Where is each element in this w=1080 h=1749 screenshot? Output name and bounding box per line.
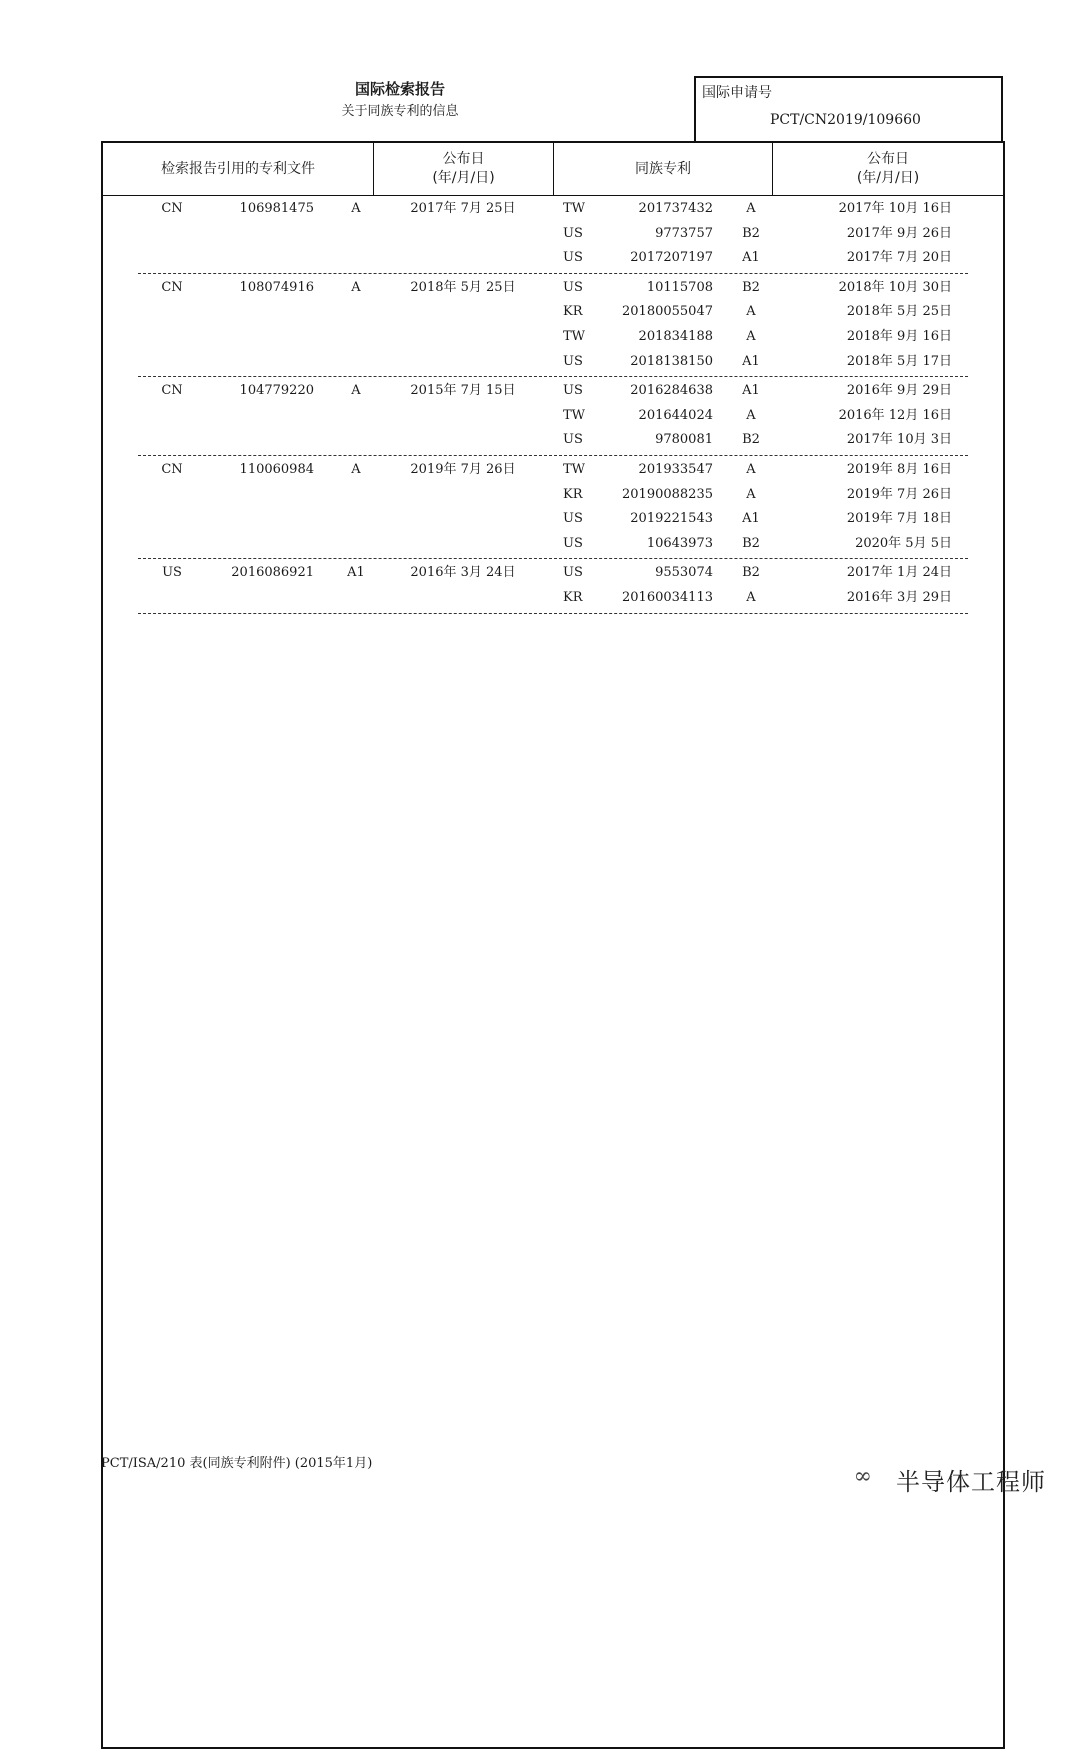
family-number: 9773757 (655, 225, 713, 241)
family-pubdate: 2020年 5月 5日 (855, 535, 952, 551)
family-kind: A (746, 590, 756, 605)
column-header-family-pubdate-line2: (年/月/日) (856, 170, 920, 186)
column-header-family: 同族专利 (635, 161, 691, 177)
cited-number: 110060984 (239, 462, 314, 477)
report-subtitle: 关于同族专利的信息 (341, 104, 459, 119)
group-separator (138, 558, 968, 559)
family-country: US (563, 383, 583, 399)
group-separator (138, 455, 968, 456)
family-kind: A (746, 304, 756, 320)
family-pubdate: 2018年 5月 25日 (846, 304, 952, 320)
family-pubdate: 2016年 12月 16日 (838, 407, 952, 423)
family-country: KR (563, 590, 583, 605)
family-number: 20190088235 (622, 486, 713, 502)
family-number: 201933547 (638, 462, 713, 477)
cited-number: 2016086921 (231, 565, 314, 581)
family-number: 20180055047 (622, 304, 713, 320)
application-number: PCT/CN2019/109660 (770, 112, 921, 128)
family-kind: A1 (742, 383, 760, 399)
family-kind: A1 (742, 511, 760, 527)
cited-pubdate: 2017年 7月 25日 (410, 201, 516, 216)
family-kind: B2 (742, 279, 760, 295)
family-country: US (563, 535, 583, 551)
family-country: TW (563, 407, 586, 423)
cited-kind: A1 (347, 565, 365, 581)
cited-pubdate: 2016年 3月 24日 (410, 565, 516, 581)
family-kind: B2 (742, 565, 760, 581)
family-country: US (563, 225, 583, 241)
cited-number: 106981475 (239, 201, 314, 216)
column-header-pubdate-line1: 公布日 (442, 151, 485, 167)
family-number: 9553074 (655, 565, 713, 581)
cited-number: 104779220 (239, 383, 314, 399)
cited-kind: A (351, 279, 361, 295)
cited-number: 108074916 (239, 279, 314, 295)
family-country: US (563, 279, 583, 295)
family-kind: B2 (742, 535, 760, 551)
family-kind: B2 (742, 225, 760, 241)
cited-country: CN (161, 462, 183, 477)
family-pubdate: 2018年 10月 30日 (838, 279, 952, 295)
column-header-cited: 检索报告引用的专利文件 (161, 161, 315, 177)
family-number: 9780081 (655, 432, 713, 448)
family-pubdate: 2017年 7月 20日 (846, 250, 952, 266)
cited-kind: A (351, 383, 361, 399)
family-pubdate: 2017年 10月 3日 (846, 432, 952, 448)
group-separator (138, 613, 968, 614)
family-pubdate: 2019年 8月 16日 (846, 462, 952, 477)
cited-pubdate: 2019年 7月 26日 (410, 462, 516, 477)
column-header-family-pubdate-line1: 公布日 (867, 151, 909, 167)
family-number: 201737432 (638, 201, 713, 216)
family-number: 10115708 (646, 279, 713, 295)
family-country: US (563, 250, 583, 266)
column-header-pubdate-line2: (年/月/日) (432, 170, 495, 186)
cited-country: CN (161, 383, 183, 399)
cited-kind: A (351, 201, 361, 216)
group-separator (138, 376, 968, 377)
family-country: KR (563, 304, 583, 320)
column-header-pubdate (374, 150, 553, 188)
family-kind: B2 (742, 432, 760, 448)
family-pubdate: 2017年 9月 26日 (846, 225, 952, 241)
family-kind: A1 (742, 353, 760, 369)
family-number: 2017207197 (630, 250, 713, 266)
family-number: 10643973 (646, 535, 713, 551)
family-kind: A (746, 407, 756, 423)
family-kind: A (746, 462, 756, 477)
cited-country: CN (161, 279, 183, 295)
family-country: US (563, 511, 583, 527)
family-country: KR (563, 486, 583, 502)
family-number: 2018138150 (630, 353, 713, 369)
family-pubdate: 2017年 10月 16日 (838, 201, 952, 216)
family-country: TW (563, 201, 586, 216)
family-country: US (563, 565, 583, 581)
family-kind: A (746, 201, 756, 216)
application-number-label: 国际申请号 (702, 85, 772, 101)
cited-country: CN (161, 201, 183, 216)
family-kind: A (746, 329, 756, 344)
family-kind: A1 (742, 250, 760, 266)
family-pubdate: 2018年 9月 16日 (846, 329, 952, 344)
group-separator (138, 273, 968, 274)
watermark: 半导体工程师 (896, 1468, 1046, 1496)
family-country: US (563, 353, 583, 369)
family-number: 2016284638 (630, 383, 713, 399)
cited-pubdate: 2018年 5月 25日 (410, 279, 516, 295)
family-pubdate: 2017年 1月 24日 (846, 565, 952, 581)
family-country: TW (563, 462, 586, 477)
family-pubdate: 2019年 7月 26日 (846, 486, 952, 502)
cited-country: US (162, 565, 182, 581)
family-pubdate: 2016年 9月 29日 (846, 383, 952, 399)
family-number: 201834188 (638, 329, 713, 344)
cited-pubdate: 2015年 7月 15日 (410, 383, 516, 399)
family-pubdate: 2019年 7月 18日 (846, 511, 952, 527)
family-pubdate: 2016年 3月 29日 (846, 590, 952, 605)
family-country: TW (563, 329, 586, 344)
family-kind: A (746, 486, 756, 502)
cited-kind: A (351, 462, 361, 477)
form-footer: PCT/ISA/210 表(同族专利附件) (2015年1月) (101, 1456, 373, 1471)
report-title: 国际检索报告 (354, 80, 445, 98)
wechat-icon: ∞ (853, 1464, 872, 1489)
family-number: 20160034113 (622, 590, 713, 605)
family-pubdate: 2018年 5月 17日 (846, 353, 952, 369)
family-number: 2019221543 (630, 511, 713, 527)
family-country: US (563, 432, 583, 448)
family-number: 201644024 (638, 407, 713, 423)
column-header-family-pubdate (773, 150, 1003, 188)
